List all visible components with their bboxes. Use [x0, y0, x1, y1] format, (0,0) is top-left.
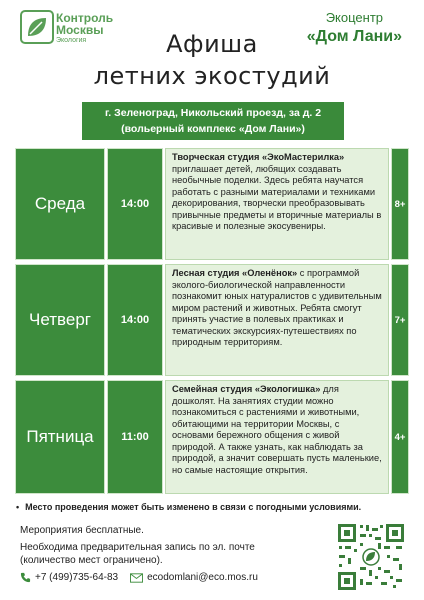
studio-name: Семейная студия «Экологишка» — [172, 384, 321, 394]
page-title — [0, 28, 424, 92]
weather-note-text: Место проведения может быть изменено в связи с погодными условиями. — [25, 502, 362, 512]
registration-line2: (количество мест ограничено). — [20, 555, 163, 566]
description-cell — [165, 264, 389, 376]
email-icon — [130, 573, 143, 583]
phone-number: +7 (499)735-64-83 — [35, 572, 119, 583]
page-title-line1: Афиша — [166, 30, 258, 58]
qr-code-icon[interactable] — [336, 522, 406, 592]
address-banner — [82, 102, 344, 140]
time-cell: 11:00 — [107, 380, 163, 494]
weather-note — [16, 502, 361, 512]
contacts — [20, 572, 270, 583]
bullet-icon: • — [16, 502, 20, 512]
description-cell — [165, 148, 389, 260]
studio-description: для дошколят. На занятиях студии можно познакомиться с растениями и животными, обитающими на территории Москвы, с основами бережного общения с живой природой. А также узнать, как наблюдать за природой, а значит совершать пусть маленькие, но самые настоящие открытия. — [172, 384, 382, 475]
eco-center-name: «Дом Лани» — [306, 28, 402, 45]
day-cell: Пятница — [15, 380, 105, 494]
schedule-row-friday — [15, 380, 409, 494]
eco-center-label: Экоцентр — [325, 10, 384, 25]
studio-name: Творческая студия «ЭкоМастерилка» — [172, 152, 345, 162]
registration-line1: Необходима предварительная запись по эл. почте — [20, 542, 255, 553]
header — [0, 0, 424, 100]
logo-line2: Москвы — [56, 23, 104, 37]
age-cell: 8+ — [391, 148, 409, 260]
email-address: ecodomlani@eco.mos.ru — [147, 572, 258, 583]
free-events-text: Мероприятия бесплатные. — [20, 525, 144, 536]
phone-contact[interactable] — [20, 572, 118, 583]
day-cell: Четверг — [15, 264, 105, 376]
studio-description: с программой эколого-биологической направленности познакомит юных натуралистов с удивительным миром растений и животных. Ребята смогут принять участие в полевых практиках и тематических экскурсиях-путешествиях по природным территориям. — [172, 268, 382, 347]
age-cell: 7+ — [391, 264, 409, 376]
address-line1: г. Зеленоград, Никольский проезд, за д. 2 — [104, 107, 322, 119]
logo-line3: Экология — [56, 37, 87, 44]
studio-name: Лесная студия «Оленёнок» — [172, 268, 298, 278]
time-cell: 14:00 — [107, 148, 163, 260]
phone-icon — [20, 572, 31, 583]
email-contact[interactable] — [130, 572, 258, 583]
description-cell — [165, 380, 389, 494]
day-cell: Среда — [15, 148, 105, 260]
info-block — [20, 524, 320, 567]
address-line2: (вольерный комплекс «Дом Лани») — [121, 123, 305, 135]
age-cell: 4+ — [391, 380, 409, 494]
logo-line1: Контроль — [56, 11, 114, 25]
studio-description: приглашает детей, любящих создавать необычные поделки. Здесь ребята научатся работать с разными материалами и техниками декорирования, творчески преобразовывать привычные предметы и вторичные материалы в красивые и полезные экосувениры. — [172, 163, 382, 231]
schedule-row-thursday — [15, 264, 409, 376]
page-title-line2: летних экостудий — [93, 62, 331, 90]
time-cell: 14:00 — [107, 264, 163, 376]
schedule-row-wednesday — [15, 148, 409, 260]
